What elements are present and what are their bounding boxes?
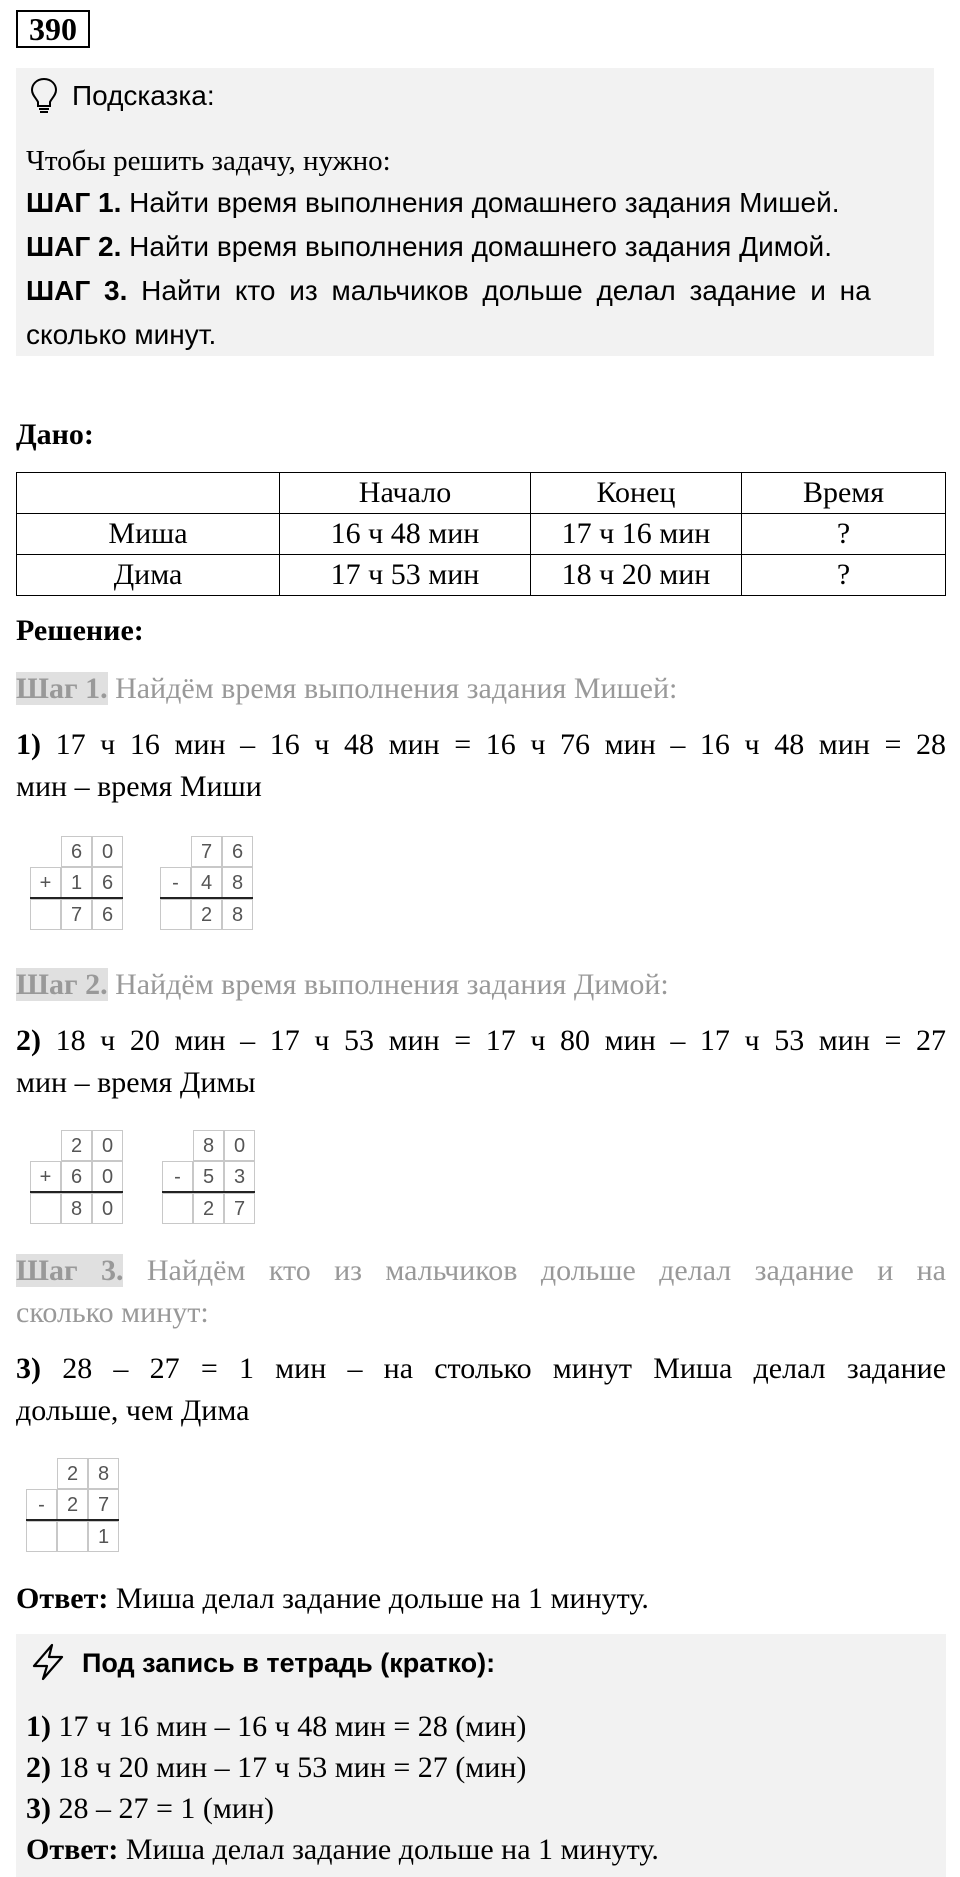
calc-digit: 8	[88, 1458, 119, 1489]
calc-digit: 7	[191, 836, 222, 867]
calc-digit: 0	[92, 1161, 123, 1192]
hint-title: Подсказка:	[72, 80, 215, 111]
table-cell: ?	[742, 514, 946, 555]
calc-sign: -	[26, 1489, 57, 1520]
hint-intro: Чтобы решить задачу, нужно:	[26, 145, 391, 177]
step-3-title: Шаг 3. Найдём кто из мальчиков дольше делал задание и на	[16, 1254, 946, 1287]
calc-digit: 2	[61, 1130, 92, 1161]
hint-step-2: ШАГ 2. Найти время выполнения домашнего задания Димой.	[26, 231, 832, 262]
calc-digit: 8	[61, 1193, 92, 1224]
table-cell: 18 ч 20 мин	[531, 555, 742, 596]
table-cell: Миша	[17, 514, 280, 555]
step-3-line-2: дольше, чем Дима	[16, 1394, 250, 1427]
task-number: 390	[16, 10, 90, 48]
table-cell: ?	[742, 555, 946, 596]
step-2-line-1: 2) 18 ч 20 мин – 17 ч 53 мин = 17 ч 80 мин – 17 ч 53 мин = 27	[16, 1024, 946, 1057]
table-header-cell: Время	[742, 473, 946, 514]
calc-digit: 1	[61, 867, 92, 898]
table-header-cell: Конец	[531, 473, 742, 514]
table-header-cell: Начало	[280, 473, 531, 514]
calc-digit: 8	[222, 867, 253, 898]
calc-digit: 0	[92, 1193, 123, 1224]
hint-step-3-cont: сколько минут.	[26, 319, 217, 350]
calc-digit: 2	[57, 1458, 88, 1489]
step-1-line-2: мин – время Миши	[16, 770, 262, 803]
given-heading: Дано:	[16, 418, 94, 451]
calc-sign: +	[30, 1161, 61, 1192]
table-cell: Дима	[17, 555, 280, 596]
lightbulb-icon	[28, 76, 60, 116]
notebook-line-3: 3) 28 – 27 = 1 (мин)	[26, 1792, 274, 1825]
table-header-cell	[17, 473, 280, 514]
step-2-line-2: мин – время Димы	[16, 1066, 256, 1099]
calc-digit: 2	[57, 1489, 88, 1520]
table-cell: 16 ч 48 мин	[280, 514, 531, 555]
calc-sign: -	[160, 867, 191, 898]
hint-step-3: ШАГ 3. Найти кто из мальчиков дольше делал задание и на	[26, 275, 871, 306]
calc-digit: 6	[61, 836, 92, 867]
calc-digit: 7	[224, 1193, 255, 1224]
hint-step-1: ШАГ 1. Найти время выполнения домашнего задания Мишей.	[26, 187, 840, 218]
notebook-line-1: 1) 17 ч 16 мин – 16 ч 48 мин = 28 (мин)	[26, 1710, 527, 1743]
given-table	[16, 472, 946, 596]
table-row	[17, 555, 946, 596]
calc-digit: 6	[222, 836, 253, 867]
lightning-icon	[28, 1642, 68, 1682]
calc-digit: 3	[224, 1161, 255, 1192]
calc-digit: 8	[193, 1130, 224, 1161]
step-2-title: Шаг 2. Найдём время выполнения задания Димой:	[16, 968, 669, 1001]
notebook-title: Под запись в тетрадь (кратко):	[82, 1648, 496, 1678]
calc-digit: 4	[191, 867, 222, 898]
step-1-line-1: 1) 17 ч 16 мин – 16 ч 48 мин = 16 ч 76 мин – 16 ч 48 мин = 28	[16, 728, 946, 761]
table-row	[17, 514, 946, 555]
calc-digit: 7	[61, 899, 92, 930]
calc-digit: 0	[224, 1130, 255, 1161]
step-3-title-cont: сколько минут:	[16, 1296, 209, 1329]
calc-sign: +	[30, 867, 61, 898]
calc-digit: 7	[88, 1489, 119, 1520]
notebook-line-2: 2) 18 ч 20 мин – 17 ч 53 мин = 27 (мин)	[26, 1751, 527, 1784]
step-1-title: Шаг 1. Найдём время выполнения задания Мишей:	[16, 672, 678, 705]
notebook-answer: Ответ: Миша делал задание дольше на 1 минуту.	[26, 1833, 659, 1866]
calc-digit: 2	[191, 899, 222, 930]
calc-digit: 0	[92, 1130, 123, 1161]
solution-heading: Решение:	[16, 614, 144, 647]
step-3-line-1: 3) 28 – 27 = 1 мин – на столько минут Миша делал задание	[16, 1352, 947, 1385]
calc-digit: 5	[193, 1161, 224, 1192]
table-header-row	[17, 473, 946, 514]
calc-digit: 2	[193, 1193, 224, 1224]
calc-digit: 1	[88, 1521, 119, 1552]
calc-digit: 6	[92, 899, 123, 930]
calc-digit: 6	[61, 1161, 92, 1192]
calc-digit: 8	[222, 899, 253, 930]
calc-digit: 6	[92, 867, 123, 898]
answer: Ответ: Миша делал задание дольше на 1 минуту.	[16, 1582, 649, 1615]
table-cell: 17 ч 16 мин	[531, 514, 742, 555]
calc-digit	[57, 1521, 88, 1552]
calc-digit: 0	[92, 836, 123, 867]
calc-sign: -	[162, 1161, 193, 1192]
table-cell: 17 ч 53 мин	[280, 555, 531, 596]
